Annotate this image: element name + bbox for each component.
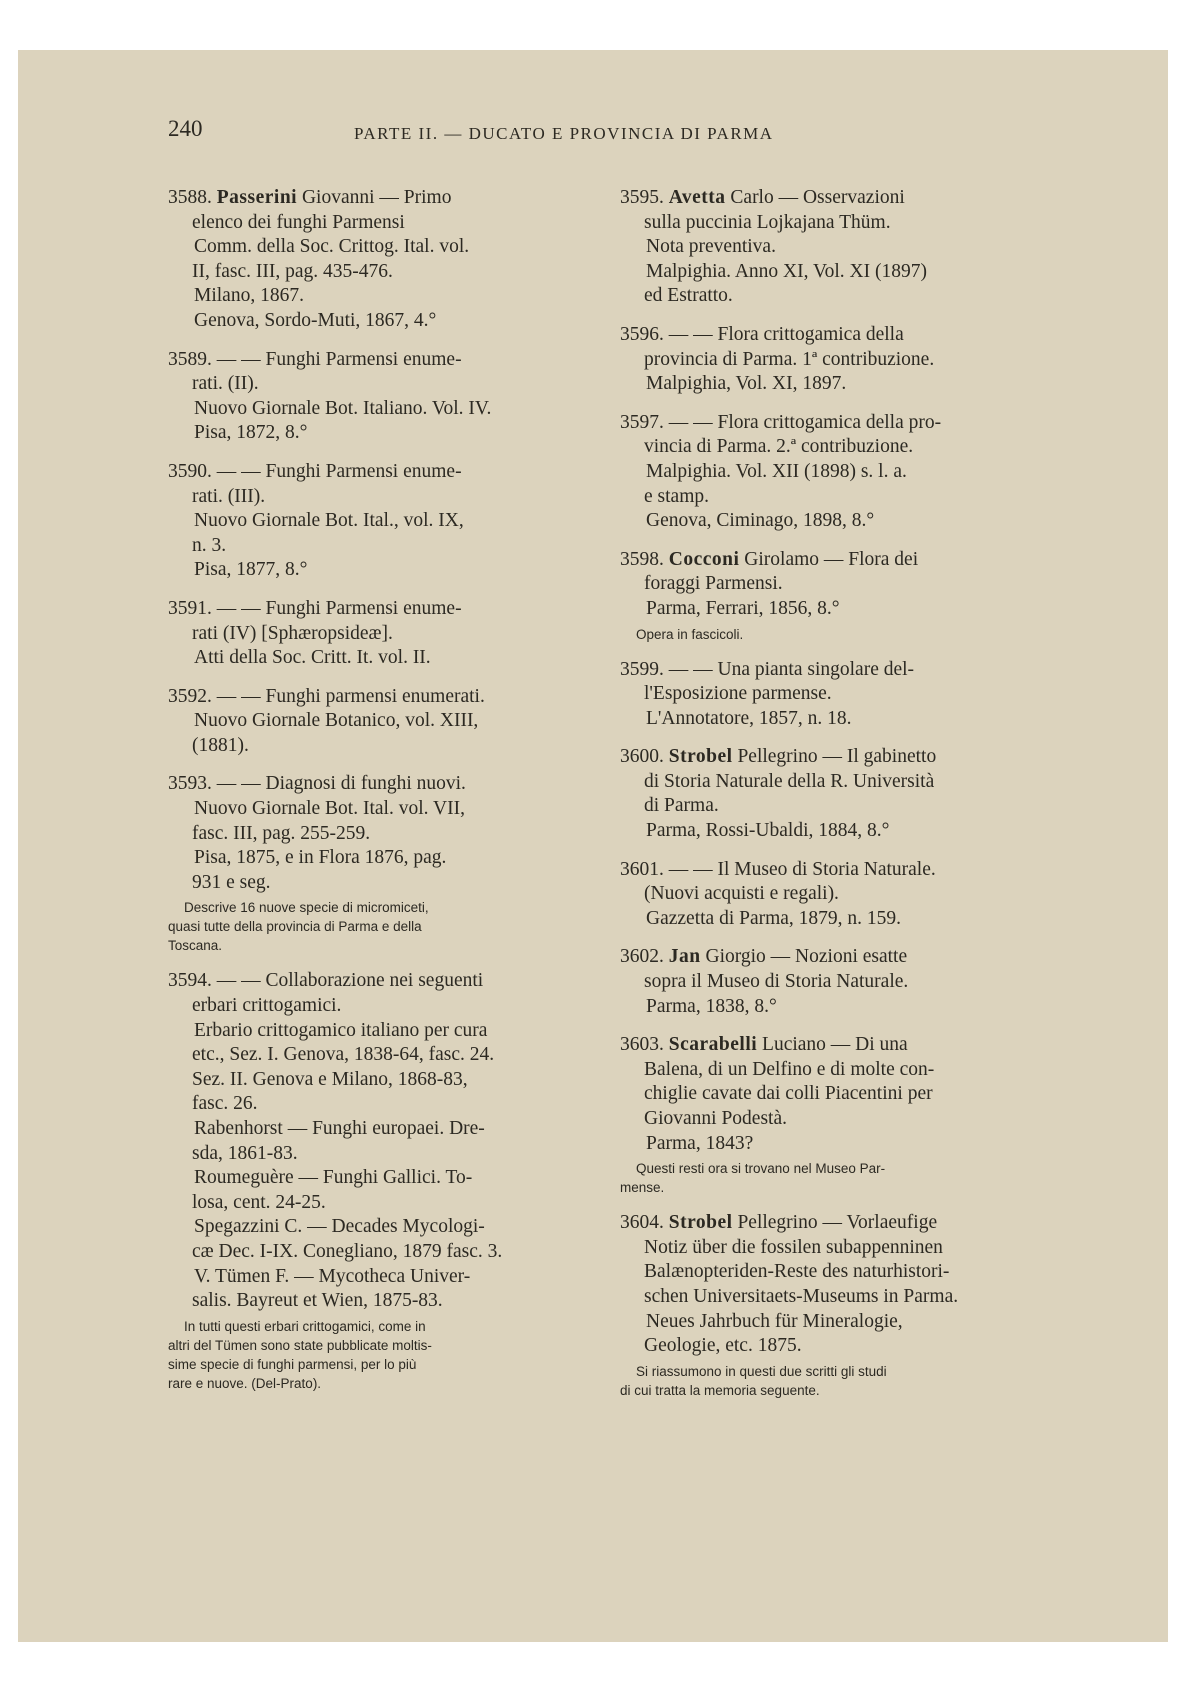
entry-first-line bbox=[620, 945, 1050, 970]
entry-title-start: — — Funghi parmensi enumerati. bbox=[216, 685, 485, 707]
entry-line: ed Estratto. bbox=[644, 285, 733, 307]
entry-line: rati. (II). bbox=[192, 373, 259, 395]
entry-line: 931 e seg. bbox=[192, 871, 271, 893]
entry-title-start: Girolamo — Flora dei bbox=[744, 548, 919, 570]
bibliography-entry bbox=[620, 548, 1050, 644]
entry-line: rati (IV) [Sphæropsideæ]. bbox=[192, 622, 393, 644]
entry-number: 3592. bbox=[168, 685, 212, 707]
entry-title-start: — — Funghi Parmensi enume- bbox=[216, 597, 462, 619]
entry-line: Atti della Soc. Critt. It. vol. II. bbox=[194, 647, 431, 669]
entry-line: Parma, Rossi-Ubaldi, 1884, 8.° bbox=[646, 820, 890, 842]
bibliography-entry bbox=[168, 186, 596, 334]
entry-number: 3591. bbox=[168, 597, 212, 619]
entry-author: Strobel bbox=[668, 1212, 733, 1234]
entry-note-line: Questi resti ora si trovano nel Museo Par- bbox=[636, 1161, 886, 1177]
entry-title-start: — — Collaborazione nei seguenti bbox=[216, 970, 484, 992]
entry-line: Balænopteriden-Reste des naturhistori- bbox=[644, 1261, 950, 1283]
entry-line: l'Esposizione parmense. bbox=[644, 683, 832, 705]
entry-number: 3595. bbox=[620, 187, 664, 208]
entry-number: 3593. bbox=[168, 773, 212, 795]
entry-line: schen Universitaets-Museums in Parma. bbox=[644, 1285, 959, 1307]
entry-author: Jan bbox=[668, 946, 701, 968]
entry-line: Geologie, etc. 1875. bbox=[644, 1335, 802, 1357]
entry-line: Pisa, 1875, e in Flora 1876, pag. bbox=[194, 847, 447, 869]
entry-title-start: — — Funghi Parmensi enume- bbox=[216, 460, 462, 482]
entry-first-line bbox=[168, 348, 596, 373]
entry-line: erbari crittogamici. bbox=[192, 995, 342, 1017]
entry-line: Malpighia, Vol. XI, 1897. bbox=[646, 373, 847, 395]
entry-note-line: altri del Tümen sono state pubblicate moltis- bbox=[168, 1337, 432, 1353]
bibliography-entry bbox=[168, 460, 596, 583]
entry-number: 3597. bbox=[620, 411, 664, 433]
entry-title-start: — — Diagnosi di funghi nuovi. bbox=[216, 773, 466, 795]
bibliography-entry bbox=[620, 1033, 1050, 1197]
entry-line: Pisa, 1877, 8.° bbox=[194, 559, 308, 581]
page-number: 240 bbox=[168, 116, 203, 141]
entry-line: (Nuovi acquisti e regali). bbox=[644, 883, 839, 905]
entry-first-line bbox=[620, 548, 1050, 573]
entry-first-line bbox=[168, 460, 596, 485]
bibliography-entry bbox=[620, 323, 1050, 397]
entry-line: Malpighia. Vol. XII (1898) s. l. a. bbox=[646, 460, 907, 482]
entry-first-line bbox=[620, 858, 1050, 883]
entry-note bbox=[168, 1317, 596, 1393]
entry-title-start: — — Flora crittogamica della bbox=[668, 323, 904, 345]
entry-first-line bbox=[620, 658, 1050, 683]
entry-line: II, fasc. III, pag. 435-476. bbox=[192, 260, 393, 282]
entry-number: 3588. bbox=[168, 187, 212, 208]
entry-title-start: Giorgio — Nozioni esatte bbox=[705, 946, 908, 968]
entry-line: Pisa, 1872, 8.° bbox=[194, 422, 308, 444]
entry-number: 3603. bbox=[620, 1034, 664, 1056]
entry-note-line: quasi tutte della provincia di Parma e della bbox=[168, 919, 422, 935]
bibliography-entry bbox=[168, 772, 596, 955]
entry-line: elenco dei funghi Parmensi bbox=[192, 211, 405, 233]
bibliography-entry bbox=[620, 745, 1050, 843]
entry-first-line bbox=[620, 411, 1050, 436]
bibliography-entry bbox=[620, 658, 1050, 732]
entry-line: Spegazzini C. — Decades Mycologi- bbox=[194, 1216, 485, 1238]
entry-line: di Parma. bbox=[644, 795, 719, 817]
bibliography-entry bbox=[620, 411, 1050, 534]
entry-line: provincia di Parma. 1ª contribuzione. bbox=[644, 348, 935, 370]
entry-note-line: sime specie di funghi parmensi, per lo più bbox=[168, 1356, 417, 1372]
entry-line: Parma, 1838, 8.° bbox=[646, 995, 777, 1017]
entry-first-line bbox=[620, 186, 1050, 211]
book-page bbox=[18, 50, 1168, 1642]
right-column bbox=[620, 186, 1050, 1414]
entry-line: L'Annotatore, 1857, n. 18. bbox=[646, 707, 852, 729]
entry-line: foraggi Parmensi. bbox=[644, 573, 783, 595]
bibliography-entry bbox=[620, 858, 1050, 932]
entry-first-line bbox=[620, 323, 1050, 348]
left-column bbox=[168, 186, 596, 1407]
bibliography-entry bbox=[168, 685, 596, 759]
entry-line: V. Tümen F. — Mycotheca Univer- bbox=[194, 1265, 471, 1287]
entry-line: sopra il Museo di Storia Naturale. bbox=[644, 971, 909, 993]
entry-note-line: Opera in fascicoli. bbox=[636, 626, 744, 642]
entry-first-line bbox=[168, 186, 596, 211]
entry-number: 3602. bbox=[620, 946, 664, 968]
entry-note bbox=[168, 898, 596, 955]
entry-note bbox=[620, 1362, 1050, 1400]
entry-line: Genova, Sordo-Muti, 1867, 4.° bbox=[194, 309, 437, 331]
entry-line: rati. (III). bbox=[192, 485, 266, 507]
entry-title-start: — — Flora crittogamica della pro- bbox=[668, 411, 942, 433]
entry-line: Nuovo Giornale Bot. Ital. vol. VII, bbox=[194, 798, 465, 820]
entry-line: Gazzetta di Parma, 1879, n. 159. bbox=[646, 907, 902, 929]
entry-number: 3598. bbox=[620, 548, 664, 570]
entry-line: Balena, di un Delfino e di molte con- bbox=[644, 1058, 935, 1080]
entry-author: Strobel bbox=[668, 746, 733, 768]
entry-line: e stamp. bbox=[644, 485, 709, 507]
entry-note bbox=[620, 1159, 1050, 1197]
entry-line: Giovanni Podestà. bbox=[644, 1108, 787, 1129]
entry-first-line bbox=[168, 772, 596, 797]
entry-line: fasc. 26. bbox=[192, 1093, 258, 1115]
entry-first-line bbox=[168, 685, 596, 710]
entry-line: Nuovo Giornale Bot. Ital., vol. IX, bbox=[194, 510, 464, 532]
entry-note-line: rare e nuove. (Del-Prato). bbox=[168, 1375, 322, 1391]
entry-first-line bbox=[168, 969, 596, 994]
entry-line: salis. Bayreut et Wien, 1875-83. bbox=[192, 1290, 443, 1312]
entry-note-line: Descrive 16 nuove specie di micromiceti, bbox=[184, 900, 429, 916]
entry-line: Nota preventiva. bbox=[646, 236, 776, 258]
entry-author: Passerini bbox=[216, 187, 298, 208]
page-header bbox=[18, 116, 1168, 156]
entry-line: Erbario crittogamico italiano per cura bbox=[194, 1019, 488, 1041]
entry-line: Notiz über die fossilen subappenninen bbox=[644, 1236, 943, 1258]
entry-line: Rabenhorst — Funghi europaei. Dre- bbox=[194, 1118, 485, 1139]
entry-title-start: — — Il Museo di Storia Naturale. bbox=[668, 858, 936, 880]
entry-first-line bbox=[620, 1211, 1050, 1236]
entry-title-start: — — Una pianta singolare del- bbox=[668, 658, 915, 680]
entry-line: sulla puccinia Lojkajana Thüm. bbox=[644, 211, 891, 233]
entry-line: Neues Jahrbuch für Mineralogie, bbox=[646, 1310, 903, 1332]
entry-line: Genova, Ciminago, 1898, 8.° bbox=[646, 510, 875, 532]
entry-author: Avetta bbox=[668, 187, 726, 208]
entry-line: vincia di Parma. 2.ª contribuzione. bbox=[644, 436, 914, 458]
entry-line: Parma, 1843? bbox=[646, 1132, 754, 1154]
entry-title-start: Carlo — Osservazioni bbox=[730, 187, 905, 208]
entry-line: losa, cent. 24-25. bbox=[192, 1191, 326, 1213]
entry-line: Parma, Ferrari, 1856, 8.° bbox=[646, 597, 840, 619]
entry-note bbox=[620, 625, 1050, 644]
entry-number: 3599. bbox=[620, 658, 664, 680]
entry-line: Malpighia. Anno XI, Vol. XI (1897) bbox=[646, 260, 927, 282]
bibliography-entry bbox=[168, 597, 596, 671]
entry-note-line: In tutti questi erbari crittogamici, come in bbox=[184, 1318, 426, 1334]
bibliography-entry bbox=[620, 945, 1050, 1019]
entry-number: 3596. bbox=[620, 323, 664, 345]
entry-line: Sez. II. Genova e Milano, 1868-83, bbox=[192, 1068, 468, 1090]
entry-line: n. 3. bbox=[192, 534, 227, 556]
entry-note-line: di cui tratta la memoria seguente. bbox=[620, 1382, 820, 1398]
bibliography-entry bbox=[168, 969, 596, 1392]
entry-line: Nuovo Giornale Botanico, vol. XIII, bbox=[194, 710, 479, 732]
entry-first-line bbox=[620, 745, 1050, 770]
bibliography-entry bbox=[620, 186, 1050, 309]
entry-title-start: — — Funghi Parmensi enume- bbox=[216, 348, 462, 370]
entry-note-line: mense. bbox=[620, 1180, 665, 1196]
entry-line: Nuovo Giornale Bot. Italiano. Vol. IV. bbox=[194, 397, 492, 419]
entry-note-line: Si riassumono in questi due scritti gli studi bbox=[636, 1363, 887, 1379]
entry-line: sda, 1861-83. bbox=[192, 1142, 298, 1164]
entry-number: 3604. bbox=[620, 1212, 664, 1234]
entry-title-start: Pellegrino — Il gabinetto bbox=[737, 746, 937, 768]
entry-line: etc., Sez. I. Genova, 1838-64, fasc. 24. bbox=[192, 1044, 495, 1066]
entry-line: cæ Dec. I-IX. Conegliano, 1879 fasc. 3. bbox=[192, 1240, 503, 1262]
running-head: PARTE II. — DUCATO E PROVINCIA DI PARMA bbox=[354, 124, 774, 143]
entry-author: Scarabelli bbox=[668, 1034, 758, 1056]
entry-title-start: Luciano — Di una bbox=[762, 1034, 908, 1056]
entry-title-start: Pellegrino — Vorlaeufige bbox=[737, 1212, 938, 1234]
entry-line: di Storia Naturale della R. Università bbox=[644, 770, 935, 792]
entry-number: 3601. bbox=[620, 858, 664, 880]
entry-number: 3589. bbox=[168, 348, 212, 370]
entry-first-line bbox=[168, 597, 596, 622]
entry-line: fasc. III, pag. 255-259. bbox=[192, 822, 371, 844]
entry-number: 3594. bbox=[168, 970, 212, 992]
entry-line: Comm. della Soc. Crittog. Ital. vol. bbox=[194, 236, 470, 258]
entry-line: (1881). bbox=[192, 734, 249, 756]
entry-title-start: Giovanni — Primo bbox=[301, 187, 452, 208]
entry-note-line: Toscana. bbox=[168, 938, 223, 954]
bibliography-entry bbox=[620, 1211, 1050, 1400]
entry-line: Milano, 1867. bbox=[194, 285, 304, 307]
entry-first-line bbox=[620, 1033, 1050, 1058]
entry-author: Cocconi bbox=[668, 548, 740, 570]
bibliography-entry bbox=[168, 348, 596, 446]
entry-line: chiglie cavate dai colli Piacentini per bbox=[644, 1083, 933, 1105]
entry-line: Roumeguère — Funghi Gallici. To- bbox=[194, 1167, 473, 1189]
entry-number: 3590. bbox=[168, 460, 212, 482]
entry-number: 3600. bbox=[620, 746, 664, 768]
